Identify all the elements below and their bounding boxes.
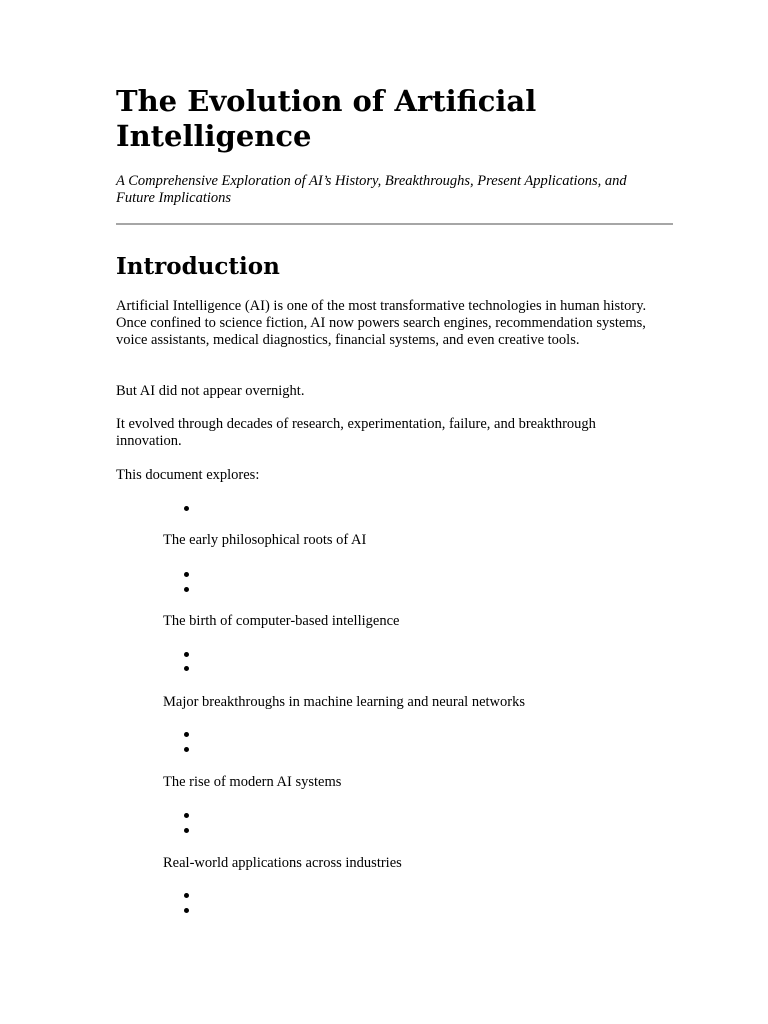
topic-item: Real-world applications across industries	[163, 855, 402, 871]
bullet-marker	[184, 652, 189, 657]
bullet-marker	[184, 747, 189, 752]
bullet-marker	[184, 908, 189, 913]
document-subtitle: A Comprehensive Exploration of AI’s History, Breakthroughs, Present Applications, and Future Implications	[116, 173, 627, 206]
topic-item: The early philosophical roots of AI	[163, 532, 367, 548]
bullet-marker	[184, 572, 189, 577]
bullet-marker	[184, 666, 189, 671]
paragraph: This document explores:	[116, 467, 260, 483]
section-heading: Introduction	[116, 253, 280, 280]
bullet-marker	[184, 813, 189, 818]
divider	[116, 223, 673, 225]
bullet-marker	[184, 893, 189, 898]
topic-item: Major breakthroughs in machine learning and neural networks	[163, 694, 525, 710]
topic-item: The birth of computer-based intelligence	[163, 613, 400, 629]
bullet-marker	[184, 732, 189, 737]
paragraph: But AI did not appear overnight.	[116, 383, 305, 399]
document-title: The Evolution of Artificial Intelligence	[116, 84, 537, 153]
bullet-marker	[184, 587, 189, 592]
paragraph: It evolved through decades of research, experimentation, failure, and breakthrough innovation.	[116, 416, 596, 449]
bullet-marker	[184, 828, 189, 833]
topic-item: The rise of modern AI systems	[163, 774, 342, 790]
bullet-marker	[184, 506, 189, 511]
paragraph: Artificial Intelligence (AI) is one of the most transformative technologies in human history. Once confined to science fiction, AI now powers search engines, recommendation systems, voice assistants, medical diagnostics, financial systems, and even creative tools.	[116, 298, 647, 348]
